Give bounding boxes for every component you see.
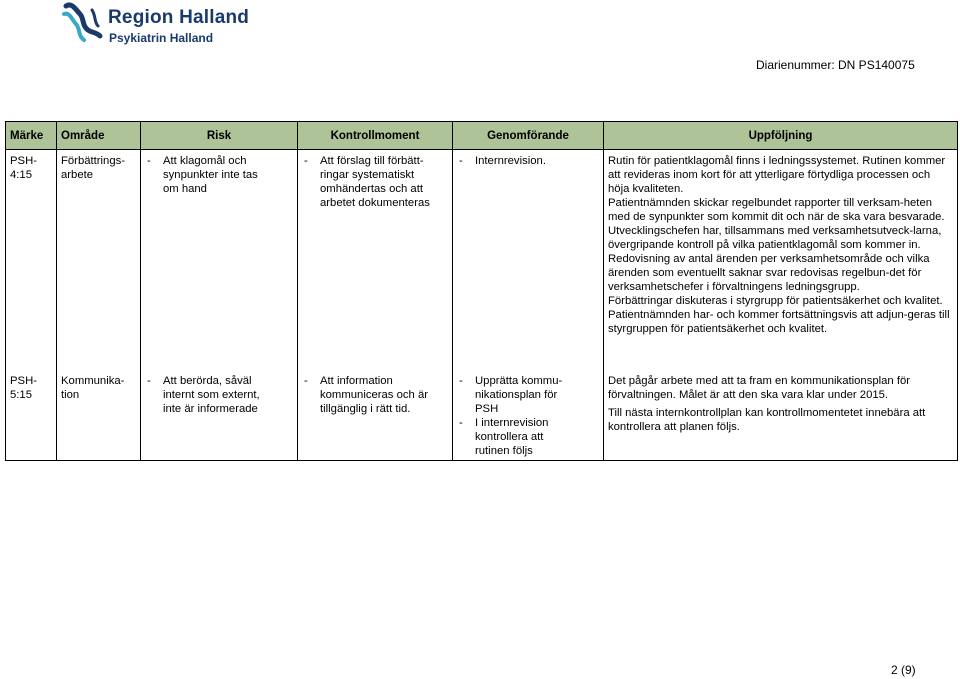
risk-list [145, 374, 293, 416]
cell-marke [6, 150, 57, 373]
cell-risk [141, 150, 298, 373]
genomforande-list [457, 374, 599, 458]
kontrollmoment-list [302, 374, 448, 416]
uppfoljning-paragraph: Patientnämnden skickar regelbundet rapporter till verksam-heten med de synpunkter som kommit dit och när de ska vara besvarade. [608, 197, 945, 223]
genomforande-item: - Internrevision. [457, 154, 599, 168]
marke-text: PSH- 4:15 [10, 155, 37, 181]
uppfoljning-paragraph: Till nästa internkontrollplan kan kontrollmomentetet innebära att kontrollera att planen följs. [608, 407, 926, 433]
omrade-text: Kommunika- tion [61, 375, 125, 401]
uppfoljning-paragraph: Utvecklingschefen har, tillsammans med verksamhetsutveck-larna, övergripande kontroll på vilka patientklagomål som kommer in. [608, 225, 942, 251]
risk-item: - Att berörda, såväl internt som externt, inte är informerade [145, 374, 293, 416]
uppfoljning-paragraph: Det pågår arbete med att ta fram en kommunikationsplan för förvaltningen. Målet är att den ska vara klar under 2015. [608, 375, 911, 401]
table-row [6, 372, 958, 461]
page-number: 2 (9) [891, 663, 916, 677]
uppfoljning-paragraph: Redovisning av antal ärenden per verksamhetsområde och vilka ärenden som eventuellt saknar svar redovisas regelbun-det för verksamhetschefer i förvaltningens ledningsgrupp. [608, 253, 930, 293]
table-header-row [6, 122, 958, 150]
uppfoljning-paragraph: Förbättringar diskuteras i styrgrupp för patientsäkerhet och kvalitet. [608, 295, 943, 307]
column-header-omrade: Område [57, 122, 141, 150]
logo-title: Region Halland [108, 7, 250, 28]
cell-genomforande [453, 372, 604, 461]
cell-uppfoljning [604, 150, 958, 373]
column-header-uppfoljning: Uppföljning [604, 122, 958, 150]
cell-genomforande [453, 150, 604, 373]
kontrollmoment-item: - Att information kommuniceras och är tillgänglig i rätt tid. [302, 374, 448, 416]
column-header-risk: Risk [141, 122, 298, 150]
region-halland-logo [62, 0, 262, 52]
cell-risk [141, 372, 298, 461]
column-header-kontrollmoment: Kontrollmoment [298, 122, 453, 150]
omrade-text: Förbättrings- arbete [61, 155, 126, 181]
cell-omrade [57, 372, 141, 461]
risk-item: - Att klagomål och synpunkter inte tas om hand [145, 154, 293, 196]
cell-marke [6, 372, 57, 461]
risk-list [145, 154, 293, 196]
document-id: Diarienummer: DN PS140075 [756, 58, 915, 72]
cell-uppfoljning [604, 372, 958, 461]
marke-text: PSH- 5:15 [10, 375, 37, 401]
cell-kontrollmoment [298, 150, 453, 373]
table-row [6, 150, 958, 373]
logo-subtitle: Psykiatrin Halland [109, 31, 214, 45]
uppfoljning-paragraph: Patientnämnden har- och kommer fortsättningsvis att adjun-geras till styrgruppen för patientsäkerhet och kvalitet. [608, 309, 950, 335]
cell-kontrollmoment [298, 372, 453, 461]
column-header-genomforande: Genomförande [453, 122, 604, 150]
column-header-marke: Märke [6, 122, 57, 150]
uppfoljning-paragraph: Rutin för patientklagomål finns i ledningssystemet. Rutinen kommer att revideras inom kort för att ytterligare förtydliga processen och höja kvaliteten. [608, 155, 946, 195]
genomforande-item: - Upprätta kommu- nikationsplan för PSH [457, 374, 599, 416]
risk-table [5, 121, 958, 461]
kontrollmoment-list [302, 154, 448, 210]
genomforande-list [457, 154, 599, 168]
cell-omrade [57, 150, 141, 373]
region-halland-emblem-icon [62, 0, 106, 48]
genomforande-item: - I internrevision kontrollera att rutinen följs [457, 416, 599, 458]
kontrollmoment-item: - Att förslag till förbätt- ringar systematiskt omhändertas och att arbetet dokumenteras [302, 154, 448, 210]
